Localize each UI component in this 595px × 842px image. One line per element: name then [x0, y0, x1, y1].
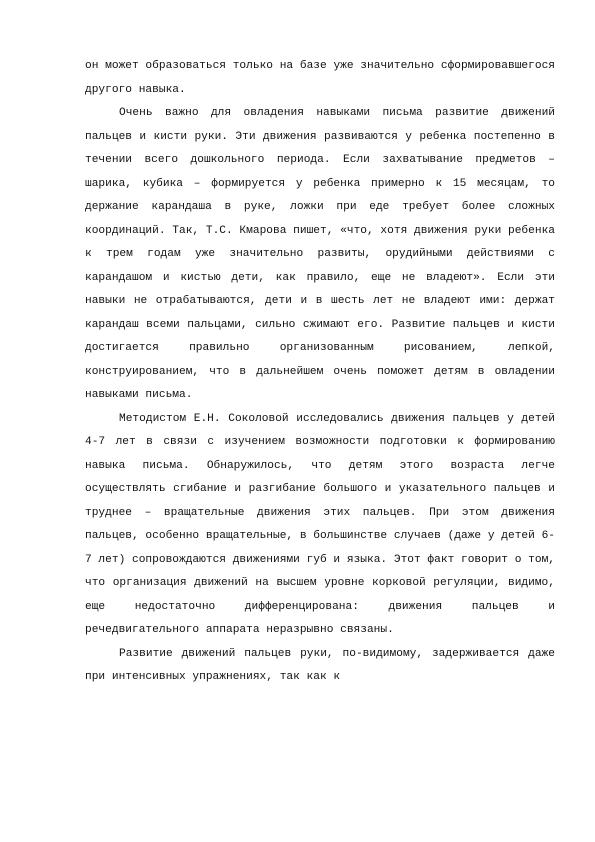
body-text [85, 55, 555, 690]
paragraph-finger-development: Развитие движений пальцев руки, по-видимому, задерживается даже при интенсивных упражнениях, так как к [85, 647, 555, 683]
paragraph-continuation: он может образоваться только на базе уже значительно сформировавшегося другого навыка. [85, 60, 555, 96]
paragraph-fine-motor-skills: Очень важно для овладения навыками письма развитие движений пальцев и кисти руки. Эти движения развиваются у ребенка постепенно в течении всего дошкольного периода. Если захватывание предметов – шарика, кубика – формируется у ребенка примерно к 15 месяцам, то держание карандаша в руке, ложки при еде требует более сложных координаций. Так, Т.С. Кмарова пишет, «что, хотя движения руки ребенка к трем годам уже значительно развиты, орудийными действиями с карандашом и кистью дети, как правило, еще не владеют». Если эти навыки не отрабатываются, дети и в шесть лет не владеют ими: держат карандаш всеми пальцами, сильно сжимают его. Развитие пальцев и кисти достигается правильно организованным рисованием, лепкой, конструированием, что в дальнейшем очень поможет детям в овладении навыками письма. [85, 107, 555, 401]
paragraph-sokolova-research: Методистом Е.Н. Соколовой исследовались движения пальцев у детей 4-7 лет в связи с изучением возможности подготовки к формированию навыка письма. Обнаружилось, что детям этого возраста легче осуществлять сгибание и разгибание большого и указательного пальцев и труднее – вращательные движения этих пальцев. При этом движения пальцев, особенно вращательные, в большинстве случаев (даже у детей 6-7 лет) сопровождаются движениями губ и языка. Этот факт говорит о том, что организация движений на высшем уровне корковой регуляции, видимо, еще недостаточно дифференцирована: движения пальцев и речедвигательного аппарата неразрывно связаны. [85, 412, 555, 636]
